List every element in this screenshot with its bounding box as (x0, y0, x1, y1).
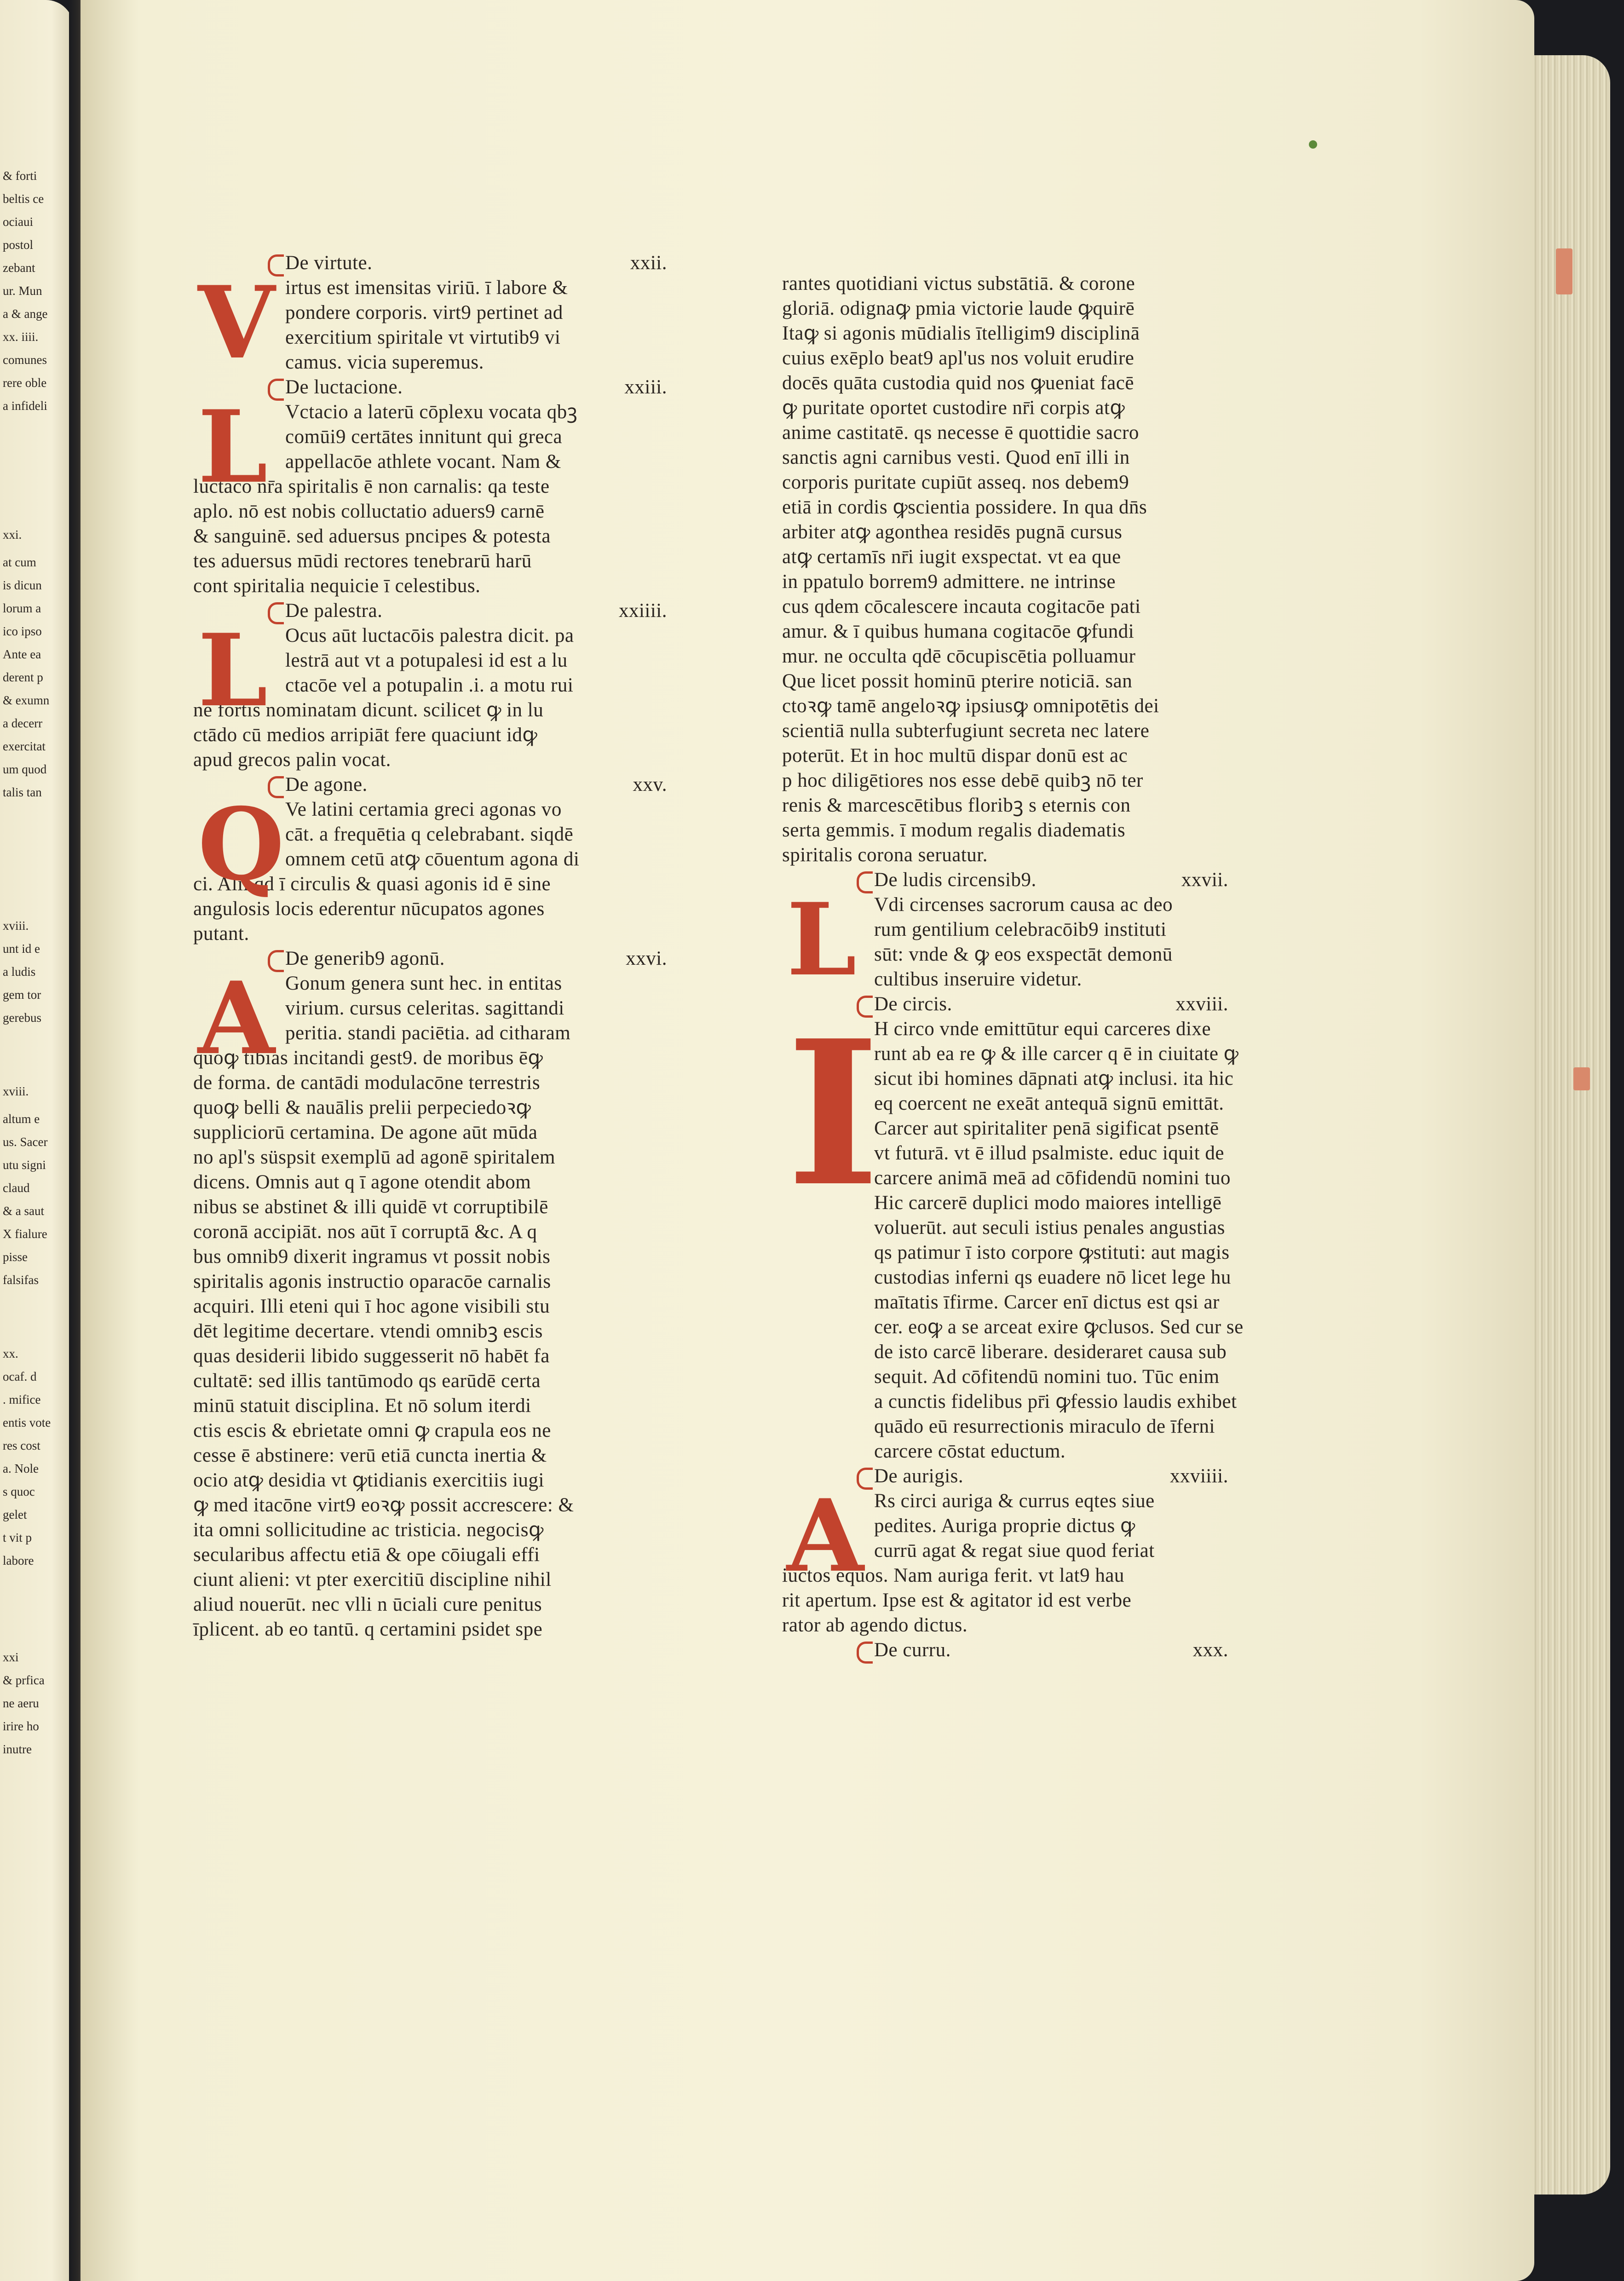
margin-text-fragment: us. Sacer (3, 1135, 48, 1149)
margin-text-fragment: xx. iiii. (3, 330, 39, 344)
text-line: etiā in cordis ꝙscientia possidere. In qua dn̄s (782, 496, 1147, 518)
page-tab (1556, 248, 1572, 294)
text-line: sequit. Ad cōfitendū nomini tuo. Tūc enim (874, 1366, 1220, 1388)
text-line: suppliciorū certamina. De agone aūt mūda (193, 1122, 538, 1143)
chapter-number: xxviiii. (1169, 1465, 1228, 1487)
text-line: virium. cursus celeritas. sagittandi (285, 997, 564, 1019)
margin-text-fragment: derent p (3, 670, 43, 684)
text-line: voluerūt. aut seculi istius penales angustias (874, 1217, 1225, 1238)
text-line: aplo. nō est nobis colluctatio aduers9 carnē (193, 501, 545, 522)
text-line: apud grecos palin vocat. (193, 749, 391, 771)
text-line: serta gemmis. ī modum regalis diadematis (782, 819, 1126, 841)
text-line: tes aduersus mūdi rectores tenebrarū harū (193, 550, 532, 572)
text-line: ocio atꝙ desidia vt ꝙtidianis exercitiis iugi (193, 1469, 544, 1491)
text-line: luctacō nr̄a spiritalis ē non carnalis: qa teste (193, 476, 550, 497)
text-line: ctis escis & ebrietate omni ꝙ crapula eos ne (193, 1420, 551, 1441)
text-line: carcere cōstat eductum. (874, 1440, 1066, 1462)
margin-text-fragment: a ludis (3, 965, 36, 979)
text-line: atꝙ certamīs nr̄i iugit exspectat. vt ea que (782, 546, 1121, 568)
rubricated-initial: L (787, 881, 857, 998)
text-line: sanctis agni carnibus vesti. Quod enī illi in (782, 447, 1130, 468)
text-line: currū agat & regat siue quod feriat (874, 1540, 1155, 1561)
page-tab (1573, 1067, 1590, 1090)
text-line: dēt legitime decertare. vtendi omnibꝫ escis (193, 1320, 543, 1342)
margin-text-fragment: inutre (3, 1742, 32, 1756)
margin-text-fragment: beltis ce (3, 192, 44, 206)
text-line: qs patimur ī isto corpore ꝙstituti: aut magis (874, 1242, 1230, 1263)
margin-text-fragment: a decerr (3, 716, 43, 730)
margin-text-fragment: irire ho (3, 1719, 39, 1733)
text-line: cultatē: sed illis tantūmodo qs earūdē certa (193, 1370, 541, 1392)
text-line: ne fortis nominatam dicunt. scilicet ꝙ in lu (193, 699, 544, 721)
margin-text-fragment: gem tor (3, 988, 41, 1002)
margin-text-fragment: claud (3, 1181, 30, 1195)
margin-text-fragment: unt id e (3, 942, 40, 956)
text-line: peritia. standi paciētia. ad citharam (285, 1022, 571, 1044)
chapter-number: xxvii. (1181, 869, 1228, 891)
margin-text-fragment: xviii. (3, 919, 29, 933)
margin-text-fragment: & forti (3, 169, 37, 183)
margin-text-fragment: ur. Mun (3, 284, 42, 298)
text-line: bus omnib9 dixerit ingramus vt possit nobis (193, 1246, 551, 1267)
text-line: cus qdem cōcalescere incauta cogitacōe pati (782, 596, 1141, 617)
heading-title: De curru. (874, 1638, 951, 1663)
text-line: renis & marcescētibus floribꝫ s eternis con (782, 795, 1131, 816)
heading-title: De luctacione. (285, 375, 403, 400)
margin-text-fragment: xxi. (3, 528, 22, 541)
text-line: aliud nouerūt. nec vlli n ūciali cure penitus (193, 1594, 542, 1615)
text-line: rator ab agendo dictus. (782, 1614, 968, 1636)
margin-text-fragment: is dicun (3, 578, 42, 592)
text-line: appellacōe athlete vocant. Nam & (285, 451, 561, 472)
text-line: coronā accipiāt. nos aūt ī corruptā &c. A q (193, 1221, 537, 1243)
margin-text-fragment: res cost (3, 1439, 40, 1452)
rubricated-initial: A (198, 960, 275, 1077)
text-line: iūctos equos. Nam auriga ferit. vt lat9 hau (782, 1565, 1124, 1586)
margin-text-fragment: . mifice (3, 1393, 41, 1406)
margin-text-fragment: entis vote (3, 1416, 51, 1429)
margin-text-fragment: postol (3, 238, 34, 252)
text-line: gloriā. odignaꝙ pmia victorie laude ꝙquirē (782, 298, 1135, 319)
margin-text-fragment: utu signi (3, 1158, 46, 1172)
text-line: cāt. a frequētia q celebrabant. siqdē (285, 824, 574, 845)
text-line: ctādo cū medios arripiāt fere quaciunt idꝙ (193, 724, 538, 746)
text-line: custodias inferni qs euadere nō licet lege hu (874, 1267, 1231, 1288)
margin-text-fragment: s quoc (3, 1485, 35, 1498)
text-line: arbiter atꝙ agonthea residēs pugnā cursus (782, 521, 1123, 543)
heading-title: De generib9 agonū. (285, 946, 445, 971)
margin-text-fragment: altum e (3, 1112, 40, 1126)
text-line: spiritalis corona seruatur. (782, 844, 988, 866)
margin-text-fragment: pisse (3, 1250, 28, 1264)
text-line: secularibus affectu etiā & ope cōiugali effi (193, 1544, 540, 1566)
text-line: amur. & ī quibus humana cogitacōe ꝙfundi (782, 621, 1134, 642)
margin-text-fragment: xx. (3, 1347, 18, 1360)
text-line: pondere corporis. virt9 pertinet ad (285, 302, 563, 323)
rubricated-initial: Q (198, 786, 285, 903)
text-line: poterūt. Et in hoc multū dispar donū est ac (782, 745, 1128, 766)
heading-title: De palestra. (285, 599, 382, 623)
margin-text-fragment: talis tan (3, 785, 42, 799)
heading-title: De ludis circensib9. (874, 868, 1037, 893)
chapter-number: xxviii. (1175, 993, 1228, 1015)
text-line: carcere animā meā ad cōfidendū nomini tuo (874, 1167, 1231, 1189)
text-line: rit apertum. Ipse est & agitator id est verbe (782, 1590, 1132, 1611)
margin-text-fragment: falsifas (3, 1273, 39, 1287)
margin-text-fragment: xviii. (3, 1084, 29, 1098)
text-line: corporis puritate cupiūt asseq. nos debem9 (782, 472, 1129, 493)
margin-text-fragment: t vit p (3, 1531, 32, 1544)
text-column-left (193, 251, 676, 1642)
text-line: de isto carcē liberare. desideraret causa sub (874, 1341, 1227, 1363)
margin-text-fragment: a. Nole (3, 1462, 39, 1475)
text-line: ita omni sollicitudine ac tristicia. negocisꝙ (193, 1519, 544, 1541)
margin-text-fragment: at cum (3, 555, 36, 569)
text-line: a cunctis fidelibus pr̄i ꝙfessio laudis exhibet (874, 1391, 1237, 1412)
text-line: exercitium spiritale vt virtutib9 vi (285, 327, 561, 348)
text-line: & sanguinē. sed aduersus pncipes & potesta (193, 525, 551, 547)
text-line: quoꝙ tibias incitandi gest9. de moribus ēꝙ (193, 1047, 543, 1069)
text-line: sūt: vnde & ꝙ eos exspectāt demonū (874, 944, 1173, 965)
chapter-number: xxx. (1192, 1639, 1228, 1661)
text-line: Vdi circenses sacrorum causa ac deo (874, 894, 1173, 916)
text-line: Hic carcerē duplici modo maiores intelligē (874, 1192, 1222, 1214)
margin-text-fragment: & exumn (3, 693, 50, 707)
text-line: mur. ne occulta qdē cōcupiscētia polluamur (782, 645, 1136, 667)
heading-title: De circis. (874, 992, 952, 1017)
text-column-right (782, 271, 1244, 1663)
rubricated-initial: I (787, 996, 880, 1230)
text-line: ci. Alii qd ī circulis & quasi agonis id ē sine (193, 873, 551, 895)
text-line: quādo eū resurrectionis miraculo de īferni (874, 1416, 1215, 1437)
text-line: Ocus aūt luctacōis palestra dicit. pa (285, 625, 574, 646)
rubricated-initial: L (198, 388, 268, 505)
margin-text-fragment: & prfica (3, 1673, 45, 1687)
text-line: maītatis īfirme. Carcer enī dictus est qsi ar (874, 1291, 1220, 1313)
margin-text-fragment: a infideli (3, 399, 47, 413)
text-line: Gonum genera sunt hec. in entitas (285, 973, 562, 994)
text-line: rantes quotidiani victus substātiā. & corone (782, 273, 1135, 294)
margin-text-fragment: zebant (3, 261, 35, 275)
ink-stain (1309, 140, 1317, 149)
text-line: no apl's süspsit exemplū ad agonē spiritalem (193, 1146, 555, 1168)
text-line: nibus se abstinet & illi quidē vt corruptibilē (193, 1196, 548, 1218)
text-line: eq coercent ne exeāt antequā signū emittāt. (874, 1093, 1224, 1114)
text-line: putant. (193, 923, 249, 945)
chapter-number: xxiiii. (618, 600, 667, 622)
margin-text-fragment: & a saut (3, 1204, 44, 1218)
text-line: camus. vicia superemus. (285, 351, 484, 373)
margin-text-fragment: a & ange (3, 307, 48, 321)
text-line: quoꝙ belli & nauālis prelii perpeciedoꝛꝙ (193, 1097, 531, 1118)
text-line: cultibus inseruire videtur. (874, 968, 1082, 990)
text-line: cer. eoꝙ a se arceat exire ꝙclusos. Sed cur se (874, 1316, 1244, 1338)
margin-text-fragment: ociaui (3, 215, 33, 229)
facing-page-fragment (0, 0, 74, 2281)
text-line: acquiri. Illi eteni qui ī hoc agone visibili stu (193, 1296, 550, 1317)
text-line: omnem cetū atꝙ cōuentum agona di (285, 848, 580, 870)
heading-title: De virtute. (285, 251, 372, 276)
text-line: quas desiderii libido suggesserit nō habēt fa (193, 1345, 550, 1367)
text-line: lestrā aut vt a potupalesi id est a lu (285, 650, 568, 671)
rubricated-initial: A (787, 1477, 864, 1594)
text-line: in ppatulo borrem9 admittere. ne intrinse (782, 571, 1116, 593)
text-line: Que licet possit hominū pterire noticiā. san (782, 670, 1133, 692)
text-line: sicut ibi homines dāpnati atꝙ inclusi. ita hic (874, 1068, 1234, 1089)
margin-text-fragment: ne aeru (3, 1696, 39, 1710)
chapter-number: xxvi. (626, 948, 667, 969)
text-line: īplicent. ab eo tantū. q certamini psidet spe (193, 1619, 543, 1640)
margin-text-fragment: lorum a (3, 601, 41, 615)
chapter-number: xxv. (633, 774, 667, 795)
text-line: spiritalis agonis instructio oparacōe carnalis (193, 1271, 551, 1292)
text-line: ꝙ puritate oportet custodire nr̄i corpis atꝙ (782, 397, 1125, 419)
text-line: pedites. Auriga proprie dictus ꝙ (874, 1515, 1135, 1537)
text-line: minū statuit disciplina. Et nō solum iterdi (193, 1395, 531, 1417)
margin-text-fragment: labore (3, 1554, 34, 1567)
margin-text-fragment: exercitat (3, 739, 46, 753)
text-line: Itaꝙ si agonis mūdialis ītelligim9 disciplinā (782, 323, 1140, 344)
margin-text-fragment: ocaf. d (3, 1370, 37, 1383)
text-line: anime castitatē. qs necesse ē quottidie sacro (782, 422, 1139, 444)
text-line: de forma. de cantādi modulacōne terrestris (193, 1072, 541, 1094)
text-line: cesse ē abstinere: verū etiā cuncta inertia & (193, 1445, 547, 1466)
text-line: rum gentilium celebracōib9 instituti (874, 919, 1167, 940)
chapter-number: xxii. (630, 252, 667, 274)
text-line: H circo vnde emittūtur equi carceres dixe (874, 1018, 1211, 1040)
text-line: Ve latini certamia greci agonas vo (285, 799, 562, 820)
rubricated-initial: L (198, 612, 268, 729)
section-heading (782, 1638, 1238, 1663)
text-line: ꝙ med itacōne virt9 eoꝛꝙ possit accrescere: & (193, 1494, 574, 1516)
text-line: vt futurā. vt ē illud psalmiste. educ iquit de (874, 1142, 1225, 1164)
text-line: comūi9 certātes innitunt qui greca (285, 426, 563, 448)
text-line: docēs quāta custodia quid nos ꝙueniat facē (782, 372, 1134, 394)
text-line: ctoꝛꝙ tamē angeloꝛꝙ ipsiusꝙ omnipotētis dei (782, 695, 1159, 717)
margin-text-fragment: rere oble (3, 376, 47, 390)
margin-text-fragment: comunes (3, 353, 47, 367)
text-line: dicens. Omnis aut q ī agone otendit abom (193, 1171, 531, 1193)
text-line: ctacōe vel a potupalin .i. a motu rui (285, 674, 574, 696)
heading-title: De agone. (285, 772, 368, 797)
text-line: irtus est imensitas viriū. ī labore & (285, 277, 568, 299)
text-line: ciunt alieni: vt pter exercitiū discipline nihil (193, 1569, 552, 1590)
chapter-number: xxiii. (624, 376, 667, 398)
text-line: scientiā nulla subterfugiunt secreta nec latere (782, 720, 1150, 742)
text-line: runt ab ea re ꝙ & ille carcer q ē in ciuitate ꝙ (874, 1043, 1239, 1065)
margin-text-fragment: gelet (3, 1508, 27, 1521)
text-line: cont spiritalia nequicie ī celestibus. (193, 575, 481, 597)
margin-text-fragment: gerebus (3, 1011, 41, 1025)
text-line: cuius exēplo beat9 apl'us nos voluit erudire (782, 347, 1134, 369)
margin-text-fragment: Ante ea (3, 647, 41, 661)
text-line: angulosis locis ederentur nūcupatos agones (193, 898, 545, 920)
margin-text-fragment: X fialure (3, 1227, 47, 1241)
heading-title: De aurigis. (874, 1464, 963, 1489)
text-line: Vctacio a laterū cōplexu vocata qbꝫ (285, 401, 578, 423)
margin-text-fragment: ico ipso (3, 624, 42, 638)
margin-text-fragment: um quod (3, 762, 47, 776)
text-line: Carcer aut spiritaliter penā sigificat psentē (874, 1117, 1219, 1139)
rubricated-initial: V (198, 264, 275, 381)
text-line: Rs circi auriga & currus eqtes siue (874, 1490, 1155, 1512)
text-line: p hoc diligētiores nos esse debē quibꝫ nō ter (782, 770, 1143, 791)
margin-text-fragment: xxi (3, 1650, 19, 1664)
